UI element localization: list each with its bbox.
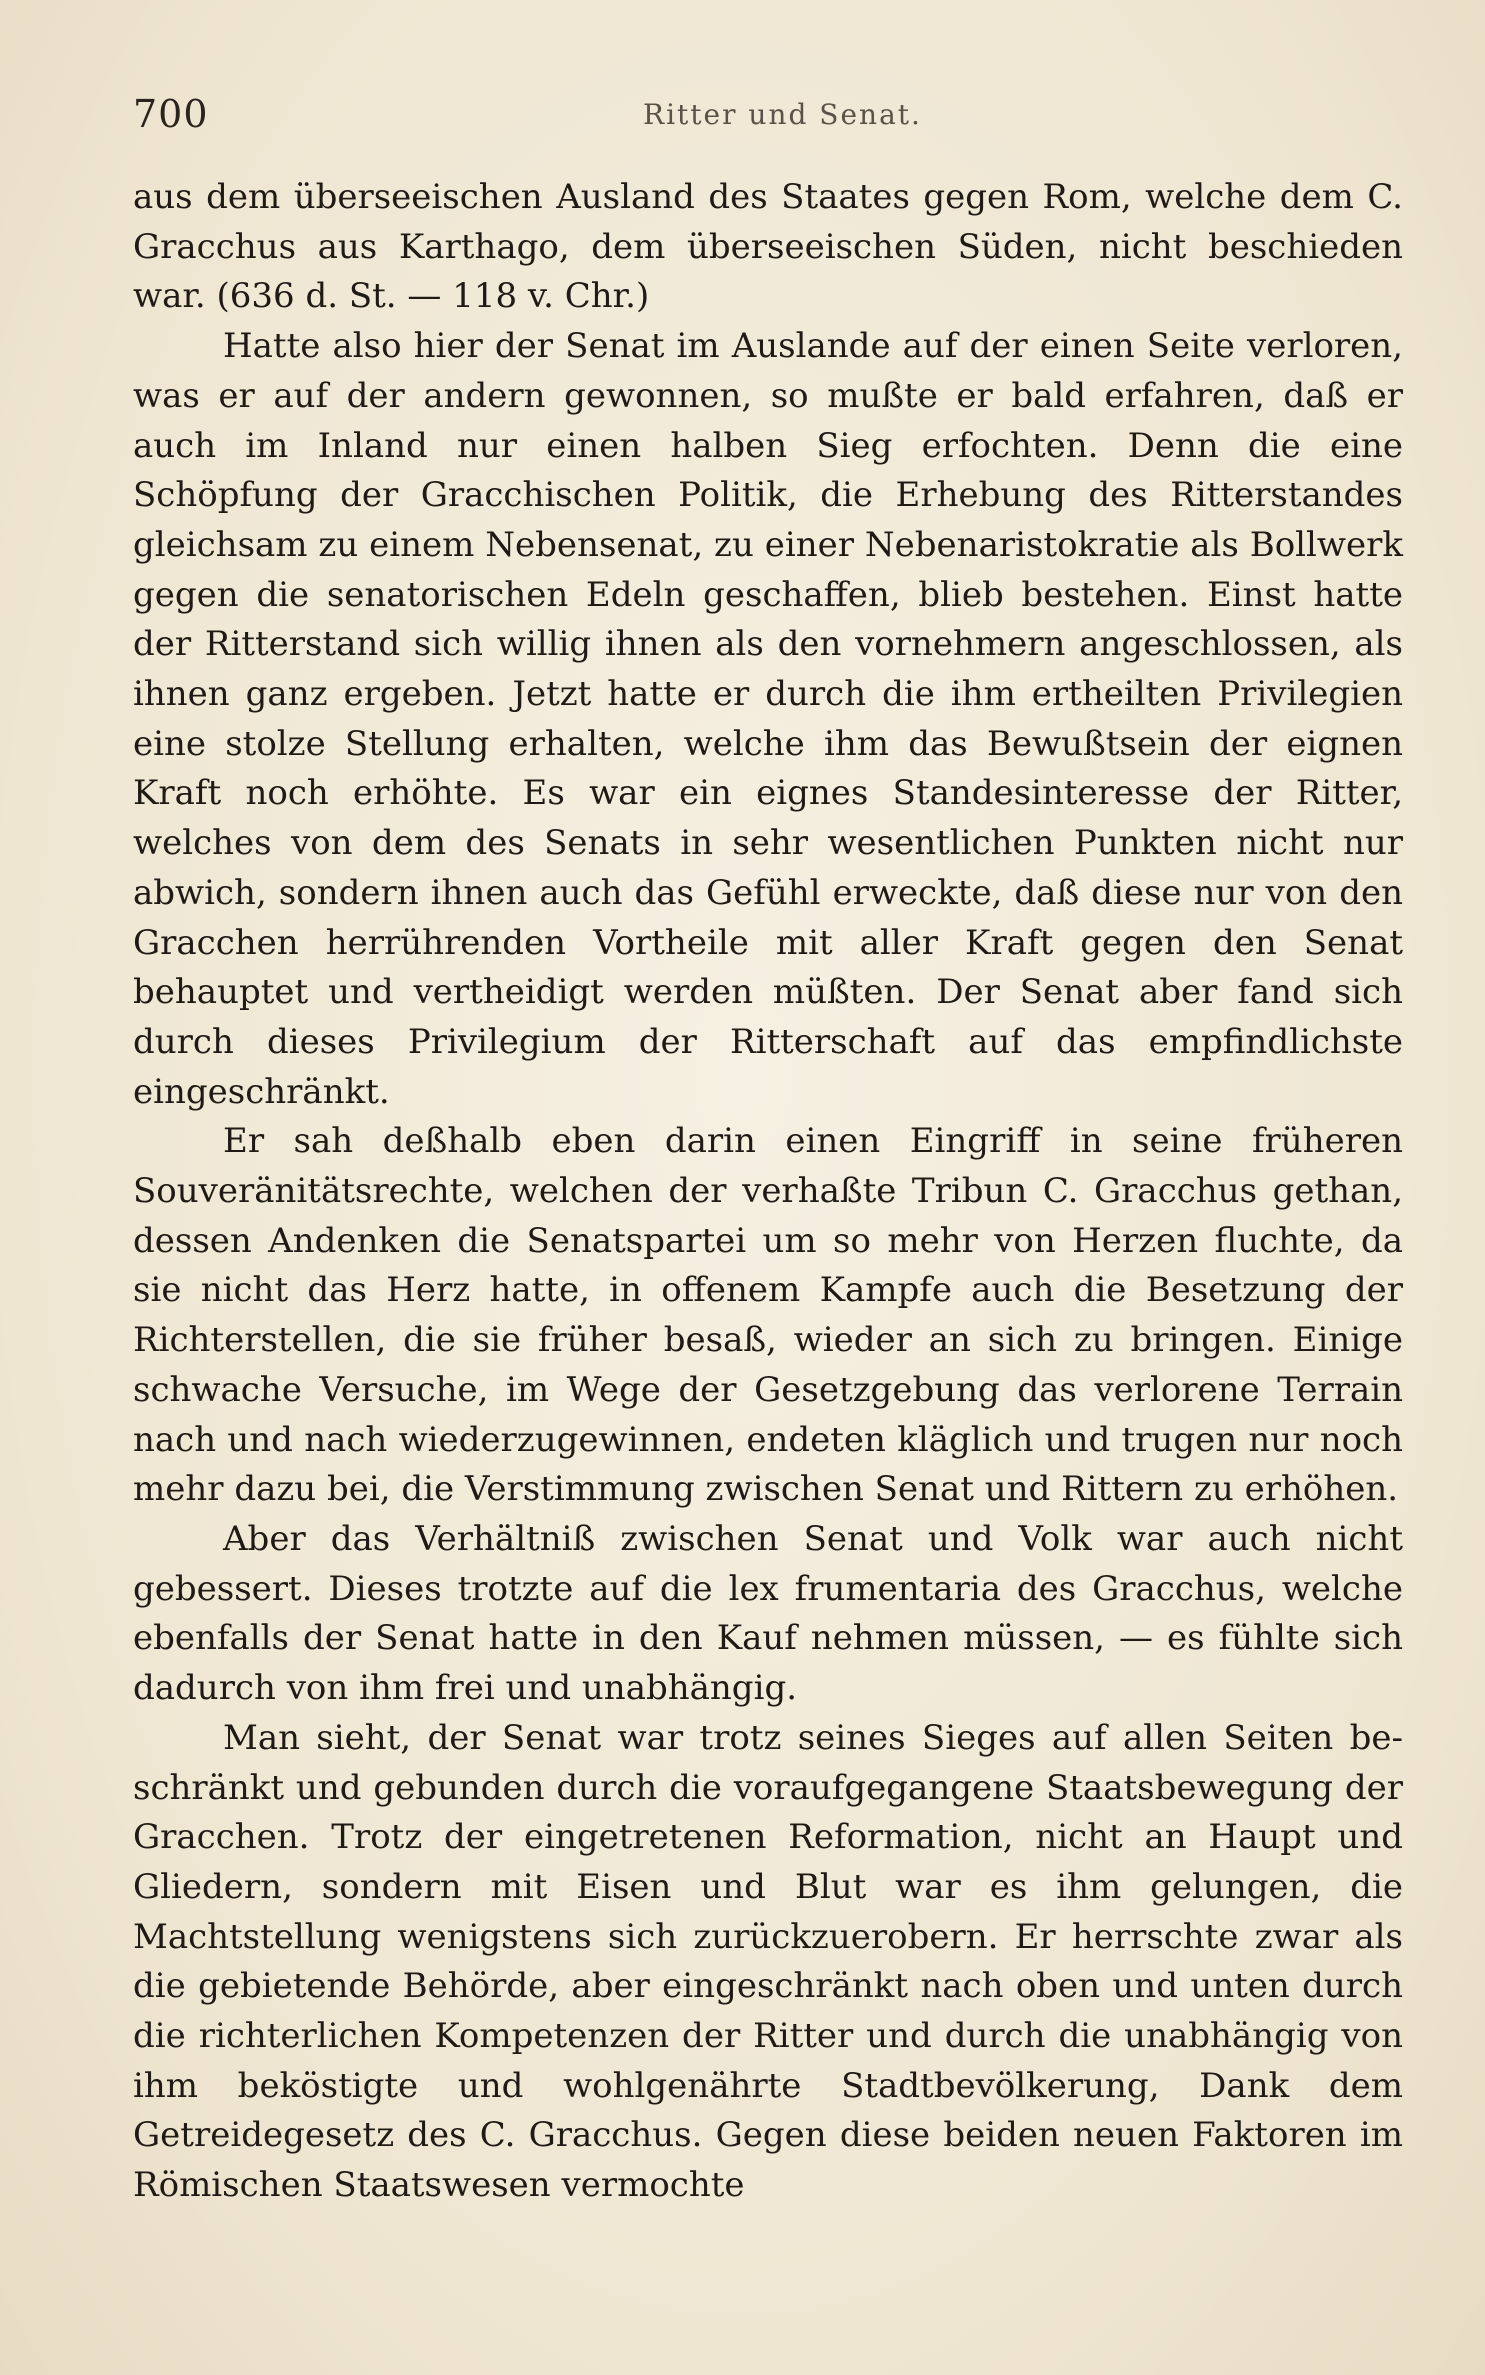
running-head: Ritter und Senat. bbox=[643, 98, 922, 131]
paragraph-2: Hatte also hier der Senat im Auslande auf der einen Seite verloren, was er auf der andern gewonnen, so mußte er bald erfahren, daß er auch im Inland nur einen halben Sieg erfochten. Denn die eine Schöpfung der Gracchischen Politik, die Erhebung des Ritterstandes gleichsam zu einem Nebensenat, zu einer Nebenaristokratie als Bollwerk gegen die senatorischen Edeln geschaffen, blieb bestehen. Einst hatte der Ritterstand sich willig ihnen als den vornehmern angeschlossen, als ihnen ganz ergeben. Jetzt hatte er durch die ihm ertheilten Privilegien eine stolze Stellung erhalten, welche ihm das Bewußtsein der eignen Kraft noch erhöhte. Es war ein eignes Standesinteresse der Ritter, welches von dem des Senats in sehr wesentlichen Punkten nicht nur abwich, sondern ihnen auch das Gefühl erweckte, daß diese nur von den Gracchen herrührenden Vortheile mit aller Kraft gegen den Senat behauptet und vertheidigt werden müßten. Der Senat aber fand sich durch dieses Privilegium der Ritterschaft auf das empfindlichste eingeschränkt. bbox=[133, 326, 1403, 1112]
paragraph-3: Er sah deßhalb eben darin einen Eingriff in seine früheren Souveränitätsrechte, welchen der verhaßte Tribun C. Gracchus gethan, dessen Andenken die Senatspartei um so mehr von Herzen fluchte, da sie nicht das Herz hatte, in offenem Kampfe auch die Besetzung der Richterstellen, die sie früher besaß, wieder an sich zu bringen. Einige schwache Versuche, im Wege der Gesetzgebung das verlorene Terrain nach und nach wiederzugewinnen, endeten kläglich und trugen nur noch mehr dazu bei, die Verstimmung zwischen Senat und Rittern zu erhöhen. bbox=[133, 1121, 1403, 1510]
paragraph-1: aus dem überseeischen Ausland des Staates gegen Rom, welche dem C. Gracchus aus Karthago, dem überseeischen Süden, nicht beschieden war. (636 d. St. — 118 v. Chr.) bbox=[133, 177, 1403, 317]
page-header bbox=[133, 92, 1403, 142]
body-text bbox=[133, 173, 1403, 2211]
paragraph-5: Man sieht, der Senat war trotz seines Sieges auf allen Seiten beschränkt und gebunden durch die voraufgegangene Staatsbewegung der Gracchen. Trotz der eingetretenen Reformation, nicht an Haupt und Gliedern, sondern mit Eisen und Blut war es ihm gelungen, die Machtstellung wenigstens sich zurückzuerobern. Er herrschte zwar als die gebietende Behörde, aber eingeschränkt nach oben und unten durch die richterlichen Kompetenzen der Ritter und durch die unabhängig von ihm beköstigte und wohlgenährte Stadtbevölkerung, Dank dem Getreidegesetz des C. Gracchus. Gegen diese beiden neuen Faktoren im Römischen Staatswesen vermochte bbox=[133, 1717, 1403, 2206]
paragraph-4: Aber das Verhältniß zwischen Senat und Volk war auch nicht gebessert. Dieses trotzte auf die lex frumentaria des Gracchus, welche ebenfalls der Senat hatte in den Kauf nehmen müssen, — es fühlte sich dadurch von ihm frei und unabhängig. bbox=[133, 1518, 1403, 1709]
page-number: 700 bbox=[133, 92, 209, 136]
